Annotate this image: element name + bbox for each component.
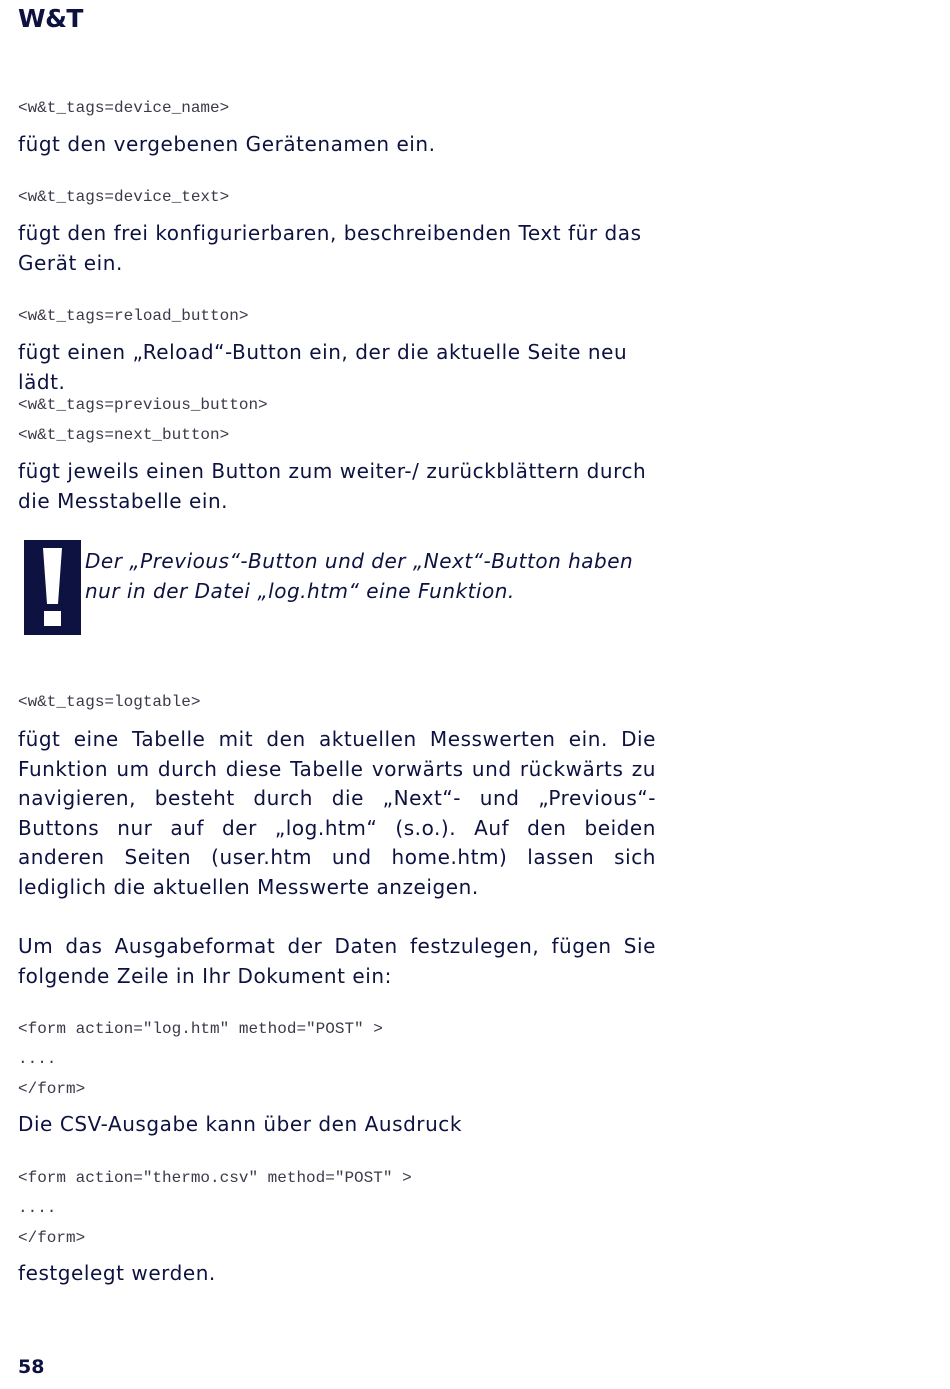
csv-outro: festgelegt werden. — [18, 1261, 216, 1285]
desc-reload-button: fügt einen „Reload“-Button ein, der die aktuelle Seite neu lädt. — [18, 340, 628, 394]
desc-device-name: fügt den vergebenen Gerätenamen ein. — [18, 132, 436, 156]
desc-device-text: fügt den frei konfigurierbaren, beschreibenden Text für das Gerät ein. — [18, 221, 642, 275]
code-form-csv: <form action="thermo.csv" method="POST" > .... </form> — [18, 1169, 412, 1247]
brand-logo: W&T — [18, 4, 83, 33]
warning-note: Der „Previous“-Button und der „Next“-Button haben nur in der Datei „log.htm“ eine Funktion. — [85, 549, 634, 603]
code-form-log: <form action="log.htm" method="POST" > .... </form> — [18, 1020, 383, 1098]
tag-previous-button: <w&t_tags=previous_button> — [18, 396, 268, 414]
exclamation-icon — [24, 540, 81, 635]
desc-buttons: fügt jeweils einen Button zum weiter-/ zurückblättern durch die Messtabelle ein. — [18, 459, 647, 513]
tag-device-name: <w&t_tags=device_name> — [18, 99, 230, 117]
tag-reload-button: <w&t_tags=reload_button> — [18, 307, 249, 325]
page-number: 58 — [18, 1356, 45, 1378]
format-intro: Um das Ausgabeformat der Daten festzulegen, fügen Sie folgende Zeile in Ihr Dokument ein: — [18, 934, 656, 988]
tag-device-text: <w&t_tags=device_text> — [18, 188, 230, 206]
desc-logtable: fügt eine Tabelle mit den aktuellen Messwerten ein. Die Funktion um durch diese Tabelle vorwärts und rückwärts zu navigieren, besteht durch die „Next“- und „Previous“-Buttons nur auf der „log.htm“ (s.o.). Auf den beiden anderen Seiten (user.htm und home.htm) lassen sich lediglich die aktuellen Messwerte anzeigen. — [18, 727, 656, 899]
tag-next-button: <w&t_tags=next_button> — [18, 426, 230, 444]
csv-intro: Die CSV-Ausgabe kann über den Ausdruck — [18, 1112, 462, 1136]
tag-logtable: <w&t_tags=logtable> — [18, 693, 201, 711]
